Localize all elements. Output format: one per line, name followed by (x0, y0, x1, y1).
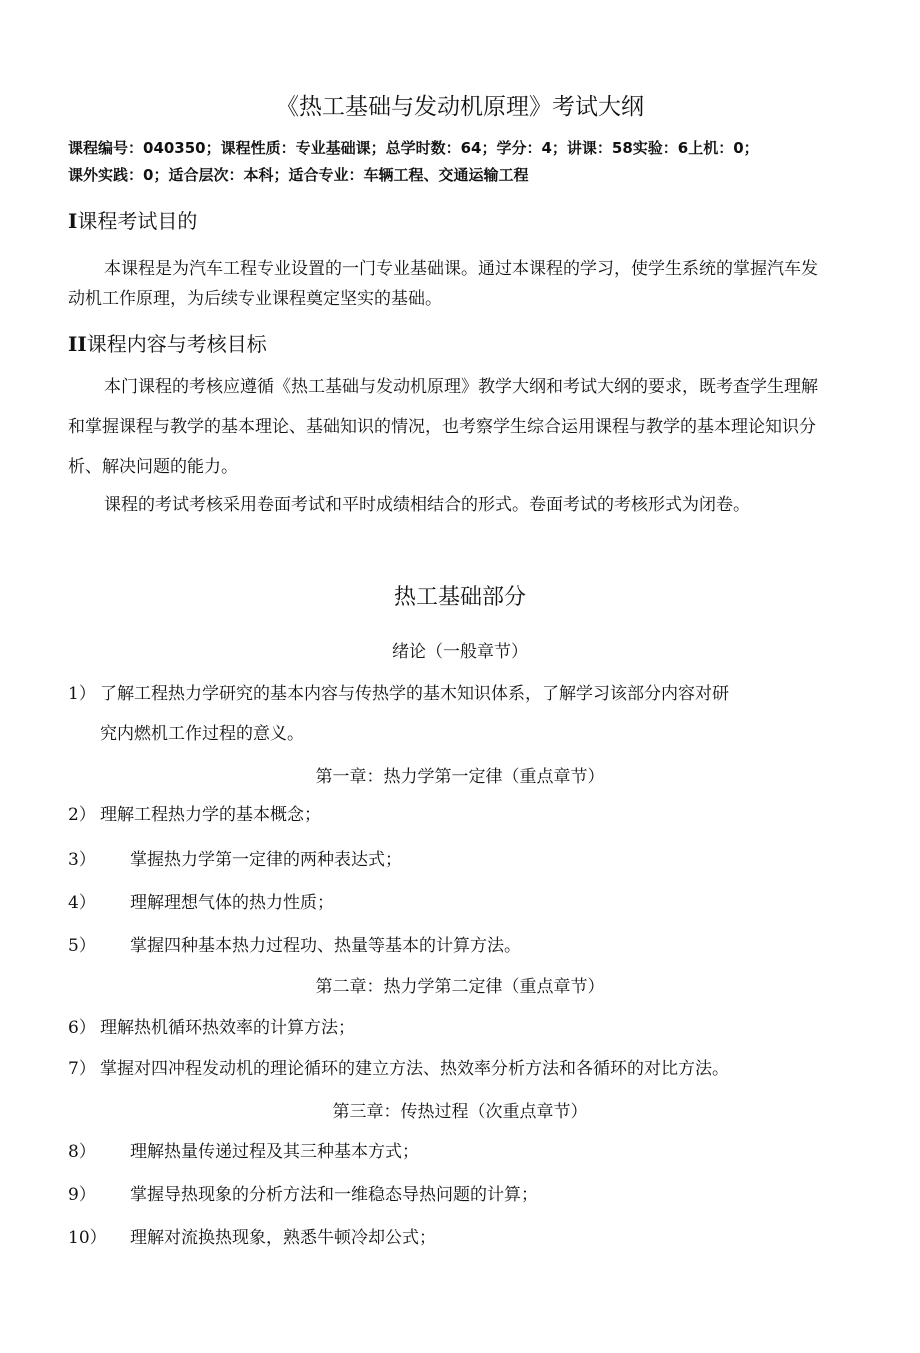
list-item-number: 1） (68, 684, 96, 704)
course-info-line-2: 课外实践：0；适合层次：本科；适合专业：车辆工程、交通运输工程 (68, 166, 529, 184)
list-item-number: 6） (68, 1018, 96, 1038)
list-item-number: 8） (68, 1142, 96, 1162)
list-item (68, 1137, 419, 1162)
part-title: 热工基础部分 (393, 585, 526, 610)
list-item (68, 845, 402, 870)
list-item (68, 931, 521, 956)
list-item-number: 9） (68, 1185, 96, 1205)
section-1-numeral: I (68, 209, 78, 233)
list-item-number: 4） (68, 893, 96, 913)
section-2-title: 课程内容与考核目标 (86, 332, 267, 356)
list-item (68, 1180, 538, 1205)
chapter-intro-heading: 绪论（一般章节） (392, 642, 528, 662)
list-item (68, 674, 838, 754)
list-item-text: 理解理想气体的热力性质； (130, 893, 334, 913)
list-item-number: 2） (68, 805, 96, 825)
list-item-text: 了解工程热力学研究的基本内容与传热学的基木知识体系，了解学习该部分内容对研 (100, 684, 729, 704)
list-item-text: 理解热机循环热效率的计算方法； (100, 1018, 355, 1038)
section-1-title: 课程考试目的 (77, 209, 198, 233)
list-item (68, 1054, 729, 1079)
section-2-paragraph-1: 本门课程的考核应遵循《热工基础与发动机原理》教学大纲和考试大纲的要求，既考查学生理解和掌握课程与教学的基本理论、基础知识的情况，也考察学生综合运用课程与教学的基本理论知识分析、解决问题的能力。 (68, 377, 818, 477)
list-item-number: 7） (68, 1059, 96, 1079)
document-title: 《热工基础与发动机原理》考试大纲 (276, 94, 644, 120)
list-item-text: 理解热量传递过程及其三种基本方式； (130, 1142, 419, 1162)
chapter-3-heading: 第三章：传热过程（次重点章节） (332, 1102, 588, 1122)
section-2-heading (68, 328, 267, 357)
chapter-2-heading: 第二章：热力学第二定律（重点章节） (315, 977, 605, 997)
list-item-number: 3） (68, 850, 96, 870)
list-item (68, 888, 334, 913)
list-item-text: 理解工程热力学的基本概念； (100, 805, 321, 825)
list-item (68, 1013, 355, 1038)
section-2-paragraph-2: 课程的考试考核采用卷面考试和平时成绩相结合的形式。卷面考试的考核形式为闭卷。 (104, 495, 750, 515)
list-item-text: 掌握四种基本热力过程功、热量等基本的计算方法。 (130, 936, 521, 956)
chapter-1-heading: 第一章：热力学第一定律（重点章节） (315, 767, 605, 787)
section-2-numeral: II (68, 332, 87, 356)
list-item-text: 掌握对四冲程发动机的理论循环的建立方法、热效率分析方法和各循环的对比方法。 (100, 1059, 729, 1079)
list-item-number: 10） (68, 1228, 107, 1248)
list-item-number: 5） (68, 936, 96, 956)
course-info-line-1: 课程编号：040350；课程性质：专业基础课；总学时数：64；学分：4；讲课：58实验：6上机：0； (68, 139, 759, 157)
list-item-continuation: 究内燃机工作过程的意义。 (100, 724, 304, 744)
section-1-paragraph: 本课程是为汽车工程专业设置的一门专业基础课。通过本课程的学习，使学生系统的掌握汽车发动机工作原理，为后续专业课程奠定坚实的基础。 (68, 259, 818, 309)
list-item (68, 800, 321, 825)
list-item-text: 理解对流换热现象，熟悉牛顿冷却公式； (130, 1228, 436, 1248)
section-1-heading (68, 205, 197, 234)
list-item-text: 掌握热力学第一定律的两种表达式； (130, 850, 402, 870)
list-item (68, 1223, 436, 1248)
list-item-text: 掌握导热现象的分析方法和一维稳态导热问题的计算； (130, 1185, 538, 1205)
